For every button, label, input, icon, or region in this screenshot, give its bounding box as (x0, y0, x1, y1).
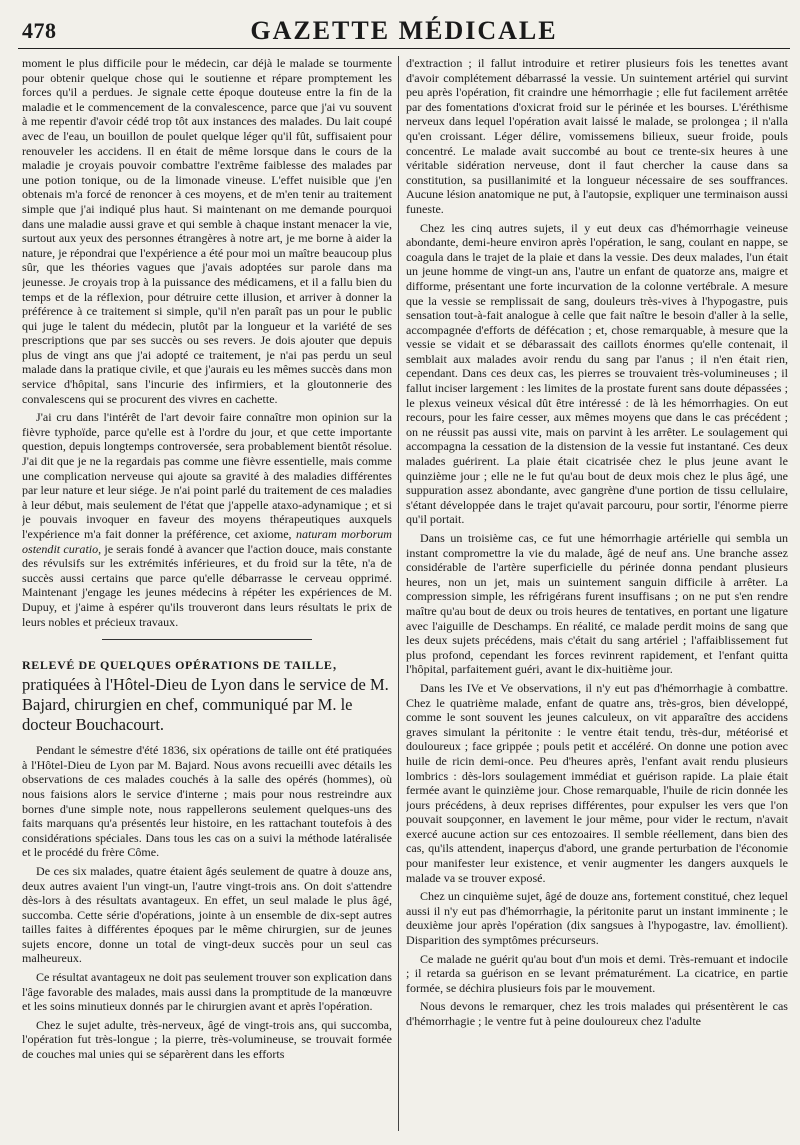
paragraph: d'extraction ; il fallut introduire et retirer plusieurs fois les tenettes avant d'avoir complétement débarrassé la vessie. Un suintement artériel qui survint peu après l'opération, fit craindre une hémorrhagie ; elle fut facilement arrêtée par des fomentations d'oxicrat froid sur le périnée et les bourses. L'éréthisme nerveux dans lequel l'opération avait laissé le malade, se prolongea ; il n'alla qu'en croissant. Léger délire, vomissemens bilieux, sueur froide, pouls concentré. Le malade avait succombé au bout ce trente-six heures à une véritable sidération nerveuse, dont il faut chercher la cause dans sa constitution, sa pusillanimité et la longueur nécessaire de ses souffrances. Aucune lésion anatomique ne put, à l'autopsie, expliquer une terminaison aussi funeste. (406, 56, 788, 216)
paragraph: Chez un cinquième sujet, âgé de douze ans, fortement constitué, chez lequel aussi il n'y eut pas d'hémorrhagie, la péritonite parut un instant imminente ; le deuxième jour après l'opération (dix sangsues à l'hypogastre, lav. émollient). Disparition des symptômes précurseurs. (406, 889, 788, 948)
paragraph: Dans un troisième cas, ce fut une hémorrhagie artérielle qui sembla un instant compromettre la vie du malade, âgé de neuf ans. Une branche assez considérable de l'artère superficielle du périnée donna pendant plusieurs heures, non un jet, mais un suintement sanguin difficile à arrêter. La compression simple, les réfrigérans furent insuffisans ; on ne put s'en rendre maître qu'au bout de deux ou trois heures de tentatives, en portant une ligature avec l'aiguille de Deschamps. En réalité, ce malade perdit moins de sang que les deux sujets précédens, mais c'était du sang artériel ; l'affaiblissement fut plus profond, cependant les forces revinrent rapidement, et l'enfant quitta l'hôpital, parfaitement guéri, avant le dix-huitième jour. (406, 531, 788, 677)
section-title (22, 654, 392, 735)
paragraph: Pendant le sémestre d'été 1836, six opérations de taille ont été pratiquées à l'Hôtel-Dieu de Lyon par M. Bajard. Nous avons recueilli avec détails les observations de ces malades couchés à la salle des opérés (hommes), où nous faisions alors le service d'interne ; mais pour nous restreindre aux bornes d'une simple note, nous rappellerons seulement quelques-uns des faits marquans qu'a présentés leur histoire, en les rattachant toutefois à des considérations spéciales. Dans tous les cas on a suivi la méthode latéralisée et le procédé du frère Côme. (22, 743, 392, 860)
paragraph: De ces six malades, quatre étaient âgés seulement de quatre à douze ans, deux autres avaient l'un vingt-un, l'autre vingt-trois ans. On doit s'attendre dès-lors à des résultats avantageux. En effet, un seul malade le plus âgé, succomba. Cette série d'opérations, jointe à un ensemble de dix-sept autres tailles faites à différentes époques par le même chirurgien, sur de jeunes sujets encore, donne un total de vingt-deux succès pour un seul cas malheureux. (22, 863, 392, 966)
section-separator (102, 639, 312, 640)
section-title-caps: RELEVÉ DE QUELQUES OPÉRATIONS DE TAILLE (22, 658, 333, 673)
paragraph: Chez les cinq autres sujets, il y eut deux cas d'hémorrhagie veineuse abondante, demi-heure environ après l'opération, le sang, coulant en nappe, se coagula dans le trajet de la plaie et dans la vessie. Des deux malades, l'un était un jeune homme de vingt-un ans, l'autre un enfant de quatorze ans, maigre et difforme, présentant une forte incurvation de la colonne vertébrale. A mesure que la vessie se remplissait de sang, douleurs très-vives à l'hypogastre, puis sensation tout-à-fait analogue à celle que fait naître le besoin d'aller à la selle, accompagnée d'efforts de défécation ; et, chose remarquable, à mesure que la vessie se vidait et se débarassait des caillots énormes qu'elle contenait, il semblait aux malades avoir rendu du sang par l'anus ; il n'en était rien, cependant. Dans ces deux cas, les pierres se trouvaient très-volumineuses ; il fallut inciser largement : les limites de la prostate furent sans doute dépassées ; le plexus veineux vésical dût être intéressé : de là les hémorrhagies. On eut recours, pour les faire cesser, aux mêmes moyens que dans le cas précédent ; on ne réussit pas aussi vite, mais on parvint à les arrêter. Le soulagement qui accompagna la cessation de la distension de la vessie fut instantané. Ces deux malades guérirent. La plaie était cicatrisée chez le plus jeune avant le quinzième jour ; elle ne le fut qu'au bout de deux mois chez le plus âgé, une suppuration assez abondante, avec gangrène d'une portion de tissu cellulaire, s'étant développée dans le trajet qu'avait parcouru, pour sortir, l'énorme pierre qu'il portait. (406, 220, 788, 527)
journal-title: GAZETTE MÉDICALE (250, 16, 558, 45)
paragraph: Ce malade ne guérit qu'au bout d'un mois et demi. Très-remuant et indocile ; il retarda sa guérison en se levant prématurément. La cicatrice, en partie formée, se déchira plusieurs fois par le mouvement. (406, 951, 788, 995)
latin-axiom: naturam morborum ostendit curatio (22, 527, 392, 556)
paragraph: Ce résultat avantageux ne doit pas seulement trouver son explication dans l'âge favorable des malades, mais aussi dans la promptitude de la manœuvre et les soins minutieux donnés par le chirurgien avant et après l'opération. (22, 970, 392, 1014)
paragraph: Nous devons le remarquer, chez les trois malades qui présentèrent le cas d'hémorrhagie ; le ventre fut à peine douloureux chez l'adulte (406, 999, 788, 1028)
paragraph-text: , je serais fondé à avancer que l'action douce, mais constante des révulsifs sur les extrémités inférieures, et du froid sur la tête, n'a de succès aussi certains que parce qu'elle débarrasse le cerveau opprimé. Maintenant j'engage les jeunes médecins à répéter les expériences de M. Dupuy, et j'aime à espérer qu'ils trouveront dans leurs résultats le prix de leurs nobles et précieux travaux. (22, 541, 392, 629)
paragraph-text: J'ai cru dans l'intérêt de l'art devoir faire connaître mon opinion sur la fièvre typhoïde, parce qu'elle est à l'ordre du jour, et que cette importante question, depuis longtemps controversée, sera probablement bientôt résolue. J'ai dit que je ne la regardais pas comme une fièvre essentielle, mais comme une complication nerveuse qui ajoute sa gravité à des maladies différentes par leur nature et leur siége. Je n'ai point parlé du traitement de ces maladies à leur début, mais seulement de l'état que j'appelle ataxo-adynamique ; et si je pouvais invoquer en faveur des moyens thérapeutiques auxquels l'expérience m'a fait donner la préférence, cet axiome, (22, 410, 392, 541)
paragraph (22, 410, 392, 629)
paragraph: moment le plus difficile pour le médecin, car déjà le malade se tourmente pour obtenir quelque chose qui le soutienne et répare promptement les forces qu'il a perdues. Je signale cette époque douteuse entre la fin de la maladie et le commencement de la convalescence, parce que j'ai vu souvent à me repentir d'avoir cédé trop tôt aux instances des malades. Du lait coupé avec de l'eau, un bouillon de poulet quelque léger qu'il fût, suffisaient pour renouveler les accidens. Il en était de même lorsque dans le cours de la maladie je croyais pouvoir combattre l'extrême faiblesse des malades par une potion tonique, ou de la limonade vineuse. L'effet nuisible que j'en obtenais m'a forcé de renoncer à ces moyens, et de m'en tenir au traitement simple que j'ai indiqué plus haut. Si maintenant on me demande pourquoi dans une maladie aussi grave et qui semble à chaque instant menacer la vie, surtout aux yeux des personnes étrangères à notre art, je me borne à aider la nature, je répondrai que l'expérience a été pour moi un maître beaucoup plus sûr, que les théories vagues que j'avais adoptées sur parole dans ma jeunesse. Je croyais trop à la puissance des médicamens, et il a fallu bien du temps et de la réflexion, pour détruire cette illusion, et arriver à donner la préférence à ce traitement si simple, qu'il n'en paraît pas un pour le public qui juge le talent du médecin, plutôt par la longueur et la variété de ses prescriptions que par ses succès ou ses revers. Je dois ajouter que depuis plus de vingt ans que j'ai adopté ce traitement, je n'ai pas perdu un seul malade dans la pratique civile, et que j'aurais eu les mêmes succès dans mon service d'hôpital, sans l'incurie des infirmiers, et la gloutonnerie des convalescens qui se procurent des vivres en cachette. (22, 56, 392, 406)
left-column (22, 56, 392, 1131)
section-title-rest: , pratiquées à l'Hôtel-Dieu de Lyon dans le service de M. Bajard, chirurgien en chef, communiqué par M. le docteur Bouchacourt. (22, 654, 389, 735)
paragraph: Chez le sujet adulte, très-nerveux, âgé de vingt-trois ans, qui succomba, l'opération fut très-longue ; la pierre, très-volumineuse, se trouvait formée de couches mal unies qui se séparèrent dans les efforts (22, 1017, 392, 1062)
page-header (18, 14, 790, 49)
column-rule (398, 56, 399, 1131)
paragraph: Dans les IVe et Ve observations, il n'y eut pas d'hémorrhagie à combattre. Chez le quatrième malade, enfant de quatre ans, très-gros, bien développé, comme le sont souvent les jeunes calculeux, on vit apparaître des accidens graves simulant la péritonite : le ventre était tendu, très-dur, météorisé et douloureux ; face grippée ; pouls petit et accéléré. On donne une potion avec huile de ricin demi-once. Peu d'heures après, l'enfant avait rendu plusieurs lombrics : dès-lors soulagement immédiat et guérison rapide. La plaie était fermée avant le quinzième jour. Chose remarquable, l'huile de ricin donnée les jours précédens, à deux reprises différentes, pour expulser les vers que l'on pouvait soupçonner, en lavement le jour même, pour vider le rectum, n'avait exercé aucune action sur ces entozoaires. Il semble réellement, dans bien des cas, qu'ils attendent, inaperçus d'abord, une grande perturbation de l'économie pour manifester leur existence, et venir augmenter les dangers auxquels le malade va se trouver exposé. (406, 680, 788, 885)
page-number: 478 (22, 18, 57, 43)
text-columns (22, 56, 788, 1131)
right-column (406, 56, 788, 1131)
